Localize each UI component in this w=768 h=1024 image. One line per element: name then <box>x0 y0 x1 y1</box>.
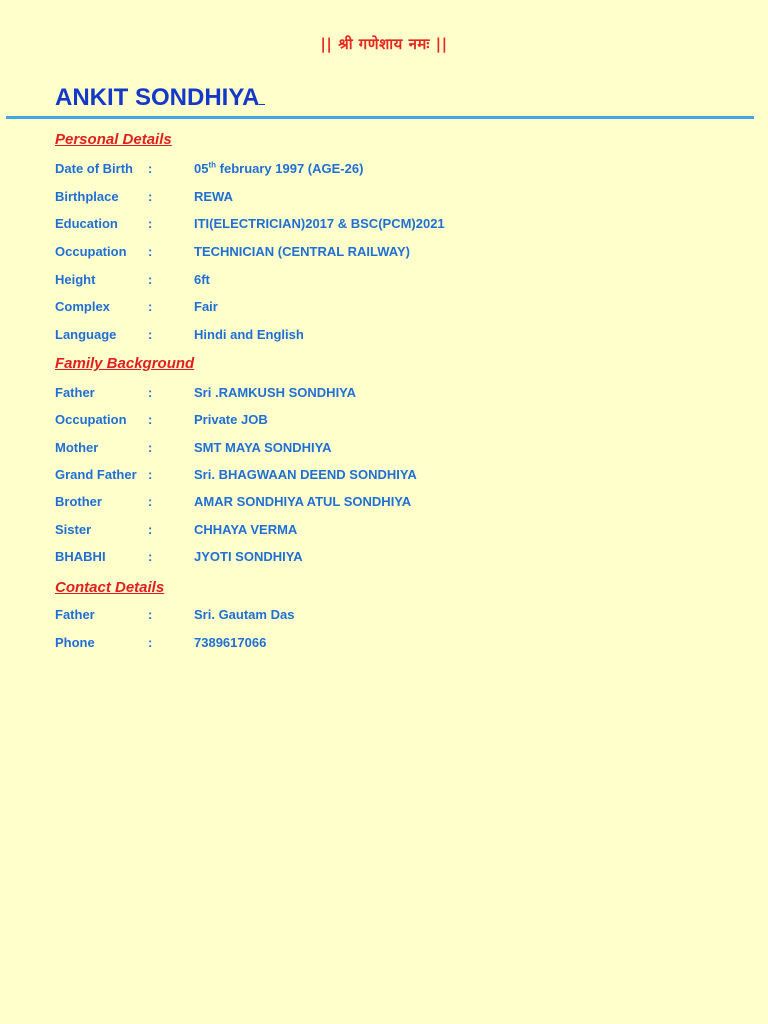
field-colon: : <box>148 189 153 204</box>
field-label: Occupation <box>55 244 127 259</box>
field-colon: : <box>148 467 153 482</box>
dob-day: 05 <box>194 161 209 176</box>
candidate-name-text: ANKIT SONDHIYA <box>55 84 260 111</box>
field-colon: : <box>148 522 153 537</box>
field-value: Sri. BHAGWAAN DEEND SONDHIYA <box>194 467 417 482</box>
field-label: Birthplace <box>55 189 119 204</box>
field-label: Sister <box>55 522 92 537</box>
field-value: Sri .RAMKUSH SONDHIYA <box>194 385 357 400</box>
field-value: AMAR SONDHIYA ATUL SONDHIYA <box>194 494 412 509</box>
field-label: Brother <box>55 494 102 509</box>
field-value: Private JOB <box>194 412 268 427</box>
field-label: Education <box>55 216 118 231</box>
name-underline-mark <box>259 84 265 105</box>
field-value: CHHAYA VERMA <box>194 522 298 537</box>
field-colon: : <box>148 549 153 564</box>
field-label: Phone <box>55 635 95 650</box>
field-value: Hindi and English <box>194 327 304 342</box>
field-colon: : <box>148 216 153 231</box>
field-label: Date of Birth <box>55 161 133 176</box>
field-value: Sri. Gautam Das <box>194 607 295 622</box>
field-colon: : <box>148 385 153 400</box>
field-colon: : <box>148 440 153 455</box>
section-title-contact: Contact Details <box>55 579 165 596</box>
field-label: Language <box>55 327 117 342</box>
field-colon: : <box>148 299 153 314</box>
field-value: JYOTI SONDHIYA <box>194 549 303 564</box>
candidate-name <box>55 84 265 112</box>
field-colon: : <box>148 244 153 259</box>
field-label: Father <box>55 385 95 400</box>
field-value: ITI(ELECTRICIAN)2017 & BSC(PCM)2021 <box>194 216 445 231</box>
field-value: REWA <box>194 189 233 204</box>
header-divider <box>6 116 754 119</box>
field-value: SMT MAYA SONDHIYA <box>194 440 332 455</box>
field-label: Father <box>55 607 95 622</box>
field-label: Complex <box>55 299 110 314</box>
field-colon: : <box>148 161 153 176</box>
section-title-personal: Personal Details <box>55 131 172 148</box>
dob-rest: february 1997 (AGE-26) <box>216 161 364 176</box>
field-label: Occupation <box>55 412 127 427</box>
field-value: 6ft <box>194 272 210 287</box>
dob-ordinal-suffix: th <box>208 160 217 170</box>
field-value: 7389617066 <box>194 635 267 650</box>
section-title-family: Family Background <box>55 355 195 372</box>
field-label: Height <box>55 272 96 287</box>
field-colon: : <box>148 327 153 342</box>
field-colon: : <box>148 272 153 287</box>
field-value: TECHNICIAN (CENTRAL RAILWAY) <box>194 244 410 259</box>
field-colon: : <box>148 635 153 650</box>
field-colon: : <box>148 607 153 622</box>
field-value <box>194 161 363 176</box>
field-colon: : <box>148 494 153 509</box>
field-label: Grand Father <box>55 467 137 482</box>
field-value: Fair <box>194 299 218 314</box>
invocation-header: || श्री गणेशाय नमः || <box>320 35 448 53</box>
field-label: BHABHI <box>55 549 106 564</box>
field-label: Mother <box>55 440 99 455</box>
field-colon: : <box>148 412 153 427</box>
